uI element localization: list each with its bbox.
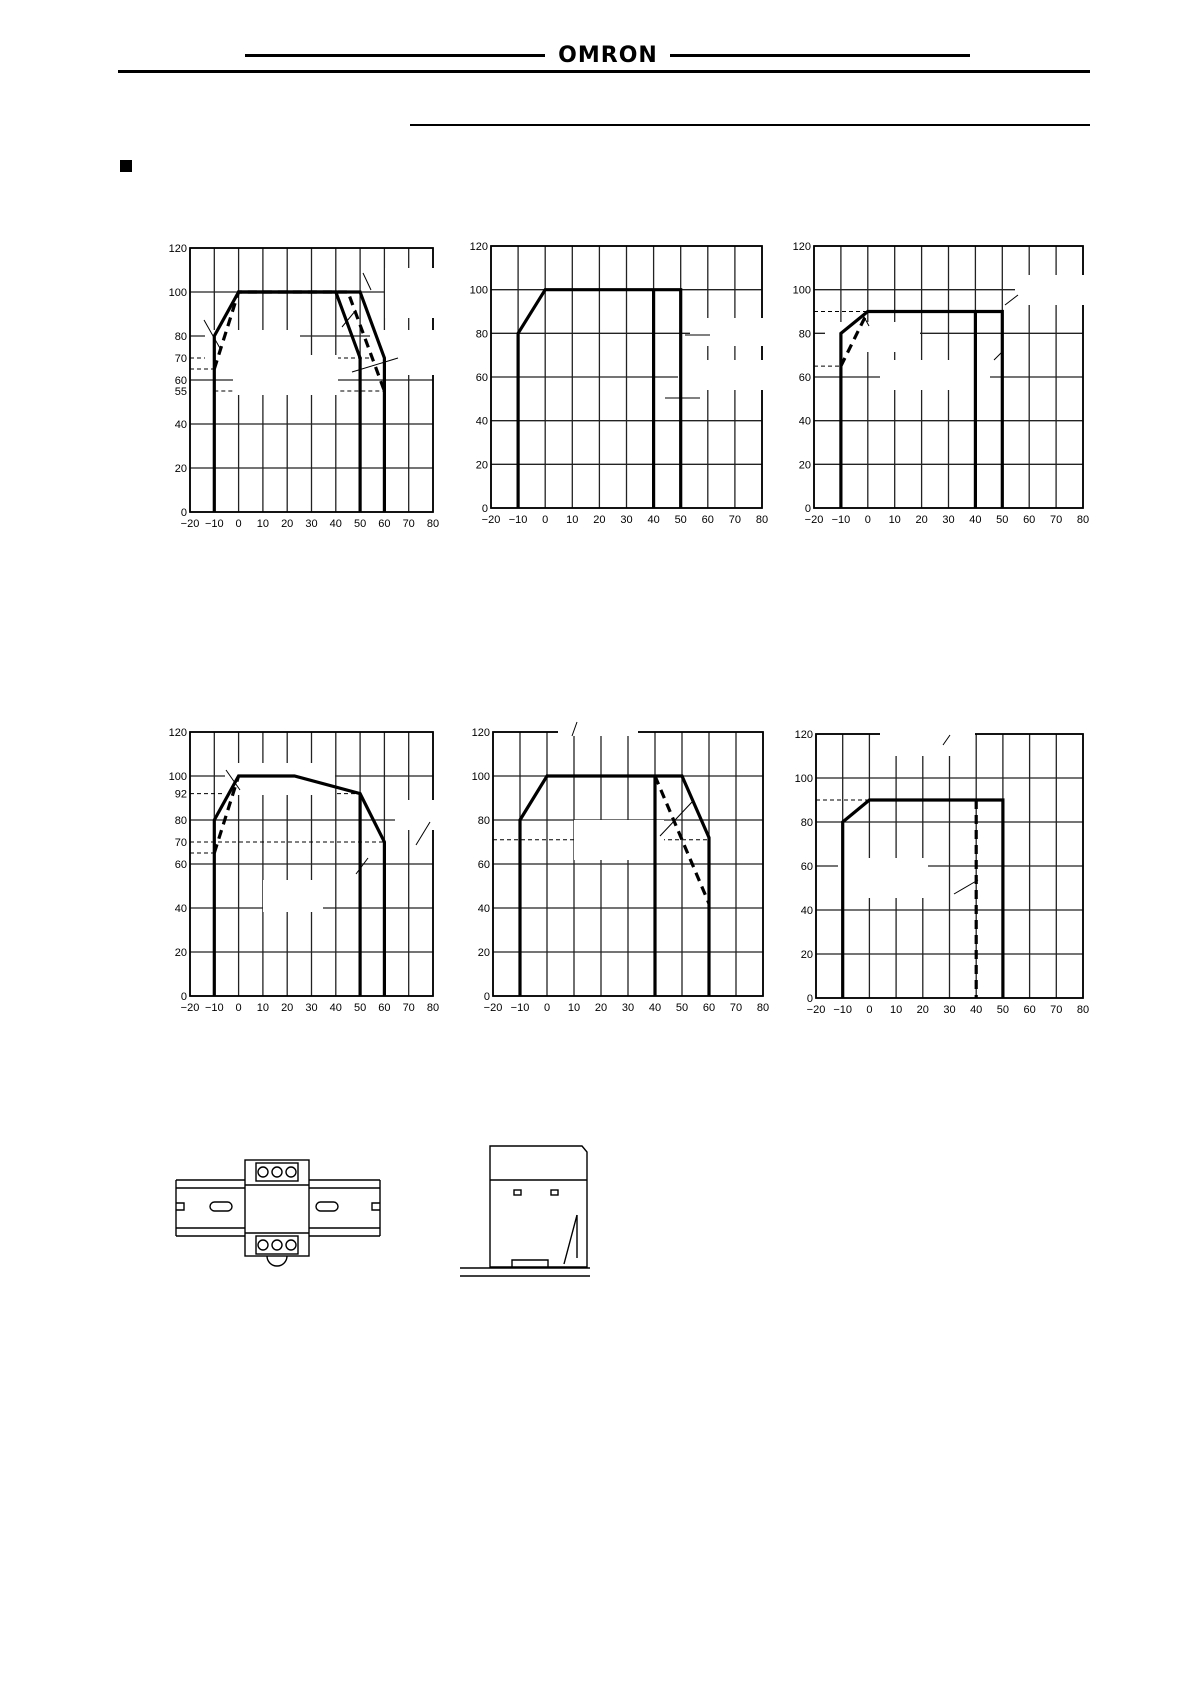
x-tick-label: 0 bbox=[543, 1002, 551, 1014]
y-tick-label: 60 bbox=[800, 861, 813, 873]
y-tick-label: 0 bbox=[180, 507, 187, 519]
x-tick-label: 40 bbox=[647, 514, 660, 526]
derating-chart-5 bbox=[460, 715, 790, 1025]
y-tick-label: 100 bbox=[469, 284, 488, 297]
x-tick-label: 10 bbox=[256, 518, 270, 530]
x-tick-label: 80 bbox=[426, 1002, 440, 1014]
din-rail-side-view-drawing bbox=[450, 1138, 600, 1288]
label-mask bbox=[690, 318, 765, 346]
x-tick-label: 0 bbox=[235, 518, 242, 530]
y-tick-label: 0 bbox=[806, 993, 813, 1005]
y-tick-label: 70 bbox=[174, 353, 187, 365]
x-tick-label: 40 bbox=[329, 518, 342, 530]
label-mask bbox=[880, 732, 975, 756]
x-tick-label: 0 bbox=[542, 514, 549, 526]
leader-line bbox=[356, 858, 368, 874]
y-tick-label: 80 bbox=[174, 815, 187, 827]
x-tick-label: −20 bbox=[483, 1002, 503, 1014]
y-tick-label: 40 bbox=[475, 415, 488, 428]
y-tick-label: 40 bbox=[477, 903, 490, 915]
y-tick-label: 0 bbox=[483, 991, 490, 1003]
y-tick-label: 20 bbox=[475, 459, 488, 472]
label-mask bbox=[395, 800, 445, 830]
y-tick-label: 60 bbox=[174, 375, 187, 387]
x-tick-label: 80 bbox=[1076, 1004, 1090, 1016]
x-tick-label: 40 bbox=[329, 1002, 342, 1014]
x-tick-label: −20 bbox=[180, 518, 200, 530]
derating-chart-1 bbox=[135, 230, 445, 540]
y-tick-label: 60 bbox=[798, 372, 811, 384]
y-tick-label: 0 bbox=[804, 503, 811, 515]
x-tick-label: 0 bbox=[864, 514, 871, 526]
x-tick-label: 30 bbox=[620, 514, 633, 526]
y-tick-label: 20 bbox=[800, 949, 813, 961]
x-tick-label: 20 bbox=[593, 514, 606, 526]
x-tick-label: 30 bbox=[943, 1004, 956, 1016]
x-tick-label: 70 bbox=[728, 514, 742, 526]
y-tick-label: 120 bbox=[168, 727, 187, 739]
y-tick-label: 60 bbox=[475, 372, 488, 384]
x-tick-label: 80 bbox=[756, 1002, 770, 1014]
header-rule-left bbox=[245, 54, 545, 57]
x-tick-label: 20 bbox=[281, 1002, 294, 1014]
x-tick-label: 80 bbox=[755, 514, 769, 526]
y-tick-label: 120 bbox=[794, 729, 813, 741]
section-marker-square bbox=[120, 160, 132, 172]
x-tick-label: 50 bbox=[675, 1002, 689, 1014]
y-tick-label: 80 bbox=[798, 328, 811, 341]
x-tick-label: 50 bbox=[674, 514, 687, 526]
x-tick-label: 10 bbox=[567, 1002, 581, 1014]
label-mask bbox=[678, 360, 765, 390]
x-tick-label: 50 bbox=[353, 1002, 367, 1014]
x-tick-label: 30 bbox=[942, 514, 955, 526]
label-mask bbox=[558, 712, 638, 736]
y-tick-label: 40 bbox=[798, 415, 811, 428]
y-tick-label: 100 bbox=[792, 284, 811, 297]
x-tick-label: 70 bbox=[402, 1002, 415, 1014]
label-mask bbox=[574, 820, 664, 860]
y-tick-label: 20 bbox=[174, 463, 187, 475]
y-tick-label: 55 bbox=[174, 386, 187, 398]
y-tick-label: 20 bbox=[477, 947, 490, 959]
x-tick-label: 30 bbox=[305, 518, 318, 530]
x-tick-label: 60 bbox=[702, 1002, 716, 1014]
x-tick-label: 10 bbox=[256, 1002, 270, 1014]
x-tick-label: 30 bbox=[621, 1002, 635, 1014]
y-tick-label: 80 bbox=[800, 817, 813, 829]
x-tick-label: 70 bbox=[1050, 1004, 1063, 1016]
x-tick-label: 50 bbox=[996, 1004, 1010, 1016]
y-tick-label: 80 bbox=[477, 815, 490, 827]
plot-grid bbox=[493, 732, 763, 996]
x-tick-label: 40 bbox=[969, 514, 982, 526]
y-tick-label: 120 bbox=[168, 243, 187, 255]
derating-chart-6 bbox=[785, 715, 1105, 1025]
x-tick-label: 20 bbox=[915, 514, 928, 526]
y-tick-label: 100 bbox=[471, 771, 490, 783]
label-mask bbox=[385, 268, 445, 318]
x-tick-label: 10 bbox=[889, 1004, 903, 1016]
y-tick-label: 80 bbox=[174, 331, 187, 343]
label-mask bbox=[825, 322, 920, 352]
label-mask bbox=[838, 858, 928, 898]
x-tick-label: −10 bbox=[508, 514, 528, 526]
leader-line bbox=[660, 802, 692, 836]
x-tick-label: 60 bbox=[1023, 1004, 1036, 1016]
y-tick-label: 100 bbox=[168, 287, 187, 299]
x-tick-label: 0 bbox=[235, 1002, 242, 1014]
x-tick-label: 40 bbox=[970, 1004, 983, 1016]
x-tick-label: 40 bbox=[648, 1002, 662, 1014]
x-tick-label: −10 bbox=[204, 1002, 224, 1014]
x-tick-label: 50 bbox=[996, 514, 1009, 526]
din-rail-top-view-drawing bbox=[170, 1148, 390, 1273]
x-tick-label: −10 bbox=[833, 1004, 853, 1016]
y-tick-label: 100 bbox=[794, 773, 813, 785]
x-tick-label: −20 bbox=[481, 514, 501, 526]
x-tick-label: −20 bbox=[180, 1002, 200, 1014]
y-tick-label: 40 bbox=[800, 905, 813, 917]
leader-line bbox=[363, 273, 371, 290]
y-tick-label: 120 bbox=[471, 727, 490, 739]
header-rule-right bbox=[670, 54, 970, 57]
x-tick-label: −10 bbox=[831, 514, 851, 526]
y-tick-label: 60 bbox=[174, 859, 187, 871]
x-tick-label: −20 bbox=[806, 1004, 826, 1016]
derating-chart-2 bbox=[460, 230, 790, 540]
x-tick-label: 80 bbox=[426, 518, 440, 530]
x-tick-label: 60 bbox=[1023, 514, 1036, 526]
x-tick-label: 20 bbox=[281, 518, 294, 530]
label-mask bbox=[263, 880, 323, 912]
y-tick-label: 60 bbox=[477, 859, 490, 871]
x-tick-label: 70 bbox=[402, 518, 415, 530]
solid-curve bbox=[520, 776, 709, 996]
x-tick-label: 20 bbox=[916, 1004, 929, 1016]
x-tick-label: −10 bbox=[510, 1002, 530, 1014]
x-tick-label: −20 bbox=[804, 514, 824, 526]
x-tick-label: 60 bbox=[378, 518, 391, 530]
derating-chart-3 bbox=[785, 230, 1105, 540]
y-tick-label: 120 bbox=[792, 241, 811, 253]
y-tick-label: 0 bbox=[481, 503, 488, 515]
y-tick-label: 92 bbox=[174, 788, 187, 801]
y-tick-label: 80 bbox=[475, 328, 488, 341]
y-tick-label: 40 bbox=[174, 419, 187, 431]
x-tick-label: 60 bbox=[701, 514, 714, 526]
label-mask bbox=[1015, 275, 1090, 305]
y-tick-label: 40 bbox=[174, 903, 187, 915]
leader-line bbox=[954, 880, 978, 894]
y-tick-label: 120 bbox=[469, 241, 488, 253]
y-tick-label: 70 bbox=[174, 837, 187, 849]
label-mask bbox=[880, 360, 990, 390]
x-tick-label: 70 bbox=[729, 1002, 743, 1014]
x-tick-label: 20 bbox=[594, 1002, 608, 1014]
x-tick-label: −10 bbox=[204, 518, 224, 530]
label-mask bbox=[225, 763, 335, 795]
brand-logo: OMRON bbox=[558, 43, 658, 68]
derating-chart-4 bbox=[135, 715, 445, 1025]
x-tick-label: 10 bbox=[888, 514, 901, 526]
x-tick-label: 60 bbox=[378, 1002, 391, 1014]
section-rule bbox=[410, 124, 1090, 126]
y-tick-label: 20 bbox=[174, 947, 187, 959]
y-tick-label: 20 bbox=[798, 459, 811, 472]
x-tick-label: 50 bbox=[353, 518, 367, 530]
x-tick-label: 70 bbox=[1049, 514, 1063, 526]
y-tick-label: 100 bbox=[168, 771, 187, 783]
x-tick-label: 0 bbox=[866, 1004, 873, 1016]
x-tick-label: 80 bbox=[1076, 514, 1090, 526]
label-mask bbox=[233, 355, 338, 395]
header-rule-full bbox=[118, 70, 1090, 73]
x-tick-label: 10 bbox=[566, 514, 579, 526]
x-tick-label: 30 bbox=[305, 1002, 318, 1014]
y-tick-label: 0 bbox=[180, 991, 187, 1003]
